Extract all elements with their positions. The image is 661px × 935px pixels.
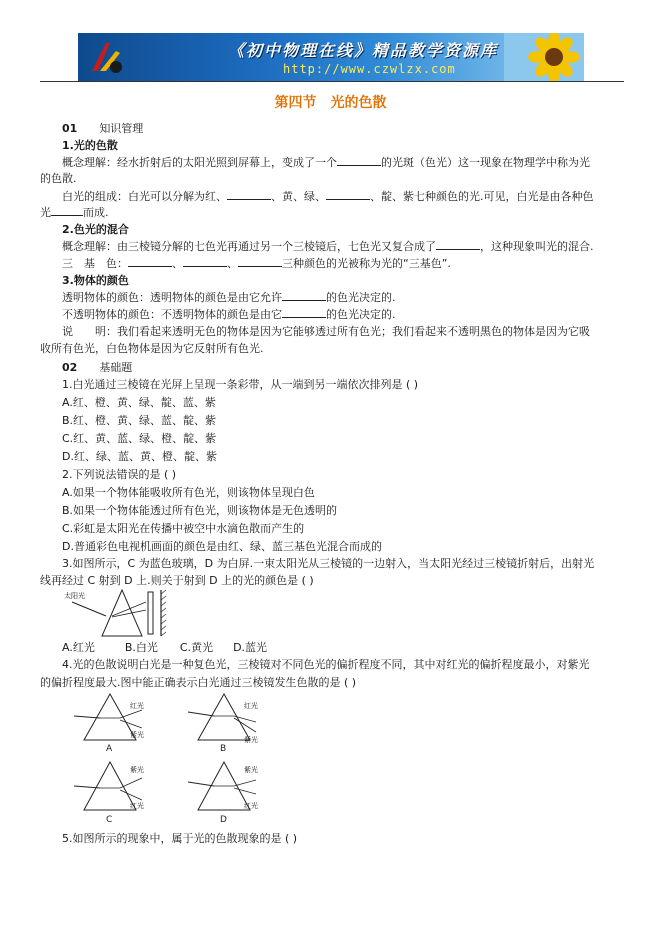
q4-label-b: B [220,744,227,754]
q2-option-a[interactable]: A.如果一个物体能吸收所有色光，则该物体呈现白色 [62,486,315,499]
k2-line2: 三 基 色： 、 、 三种颜色的光被称为光的“三基色”. [62,257,451,270]
k1-title: 1.光的色散 [62,139,118,152]
q3-stem-line2: 线再经过 C 射到 D 上.则关于射到 D 上的光的颜色是 ( ) [40,574,314,587]
q3-option-c[interactable]: C.黄光 [179,641,214,654]
svg-text:红光: 红光 [244,802,258,810]
q4-diagram-a[interactable] [72,692,162,754]
q4-label-a: A [106,744,113,754]
q3-prism-figure [62,588,172,638]
k3-line4: 收所有色光，白色物体是因为它反射所有色光. [40,342,264,355]
q3-option-d[interactable]: D.蓝光 [233,641,268,654]
k3-line2: 不透明物体的颜色：不透明物体的颜色是由它 的色光决定的. [62,308,396,321]
k2-title: 2.色光的混合 [62,223,129,236]
page-title: 第四节 光的色散 [274,95,387,111]
fill-blank[interactable] [337,155,381,166]
k1-line3: 白光的组成：白光可以分解为红、 、黄、绿、 、靛、紫七种颜色的光.可见，白光是由各种色 [62,190,594,203]
q2-option-d[interactable]: D.普通彩色电视机画面的颜色是由红、绿、蓝三基色光混合而成的 [62,540,382,553]
q1-option-b[interactable]: B.红、橙、黄、绿、蓝、靛、紫 [62,414,217,427]
svg-text:红光: 红光 [244,702,258,710]
q1-option-c[interactable]: C.红、黄、蓝、绿、橙、靛、紫 [62,432,217,445]
q3-options [62,640,267,655]
q5-stem: 5.如图所示的现象中，属于光的色散现象的是 ( ) [62,832,298,845]
k1-line2: 的色散. [40,172,77,185]
q2-stem: 2.下列说法错误的是 ( ) [62,468,177,481]
sunflower-icon [504,33,584,81]
fill-blank[interactable] [128,256,172,267]
fill-blank[interactable] [183,256,227,267]
q1-option-a[interactable]: A.红、橙、黄、绿、靛、蓝、紫 [62,396,216,409]
q3-option-b[interactable]: B.白光 [124,641,158,654]
q4-diagram-c[interactable] [72,758,162,826]
q4-label-d: D [220,815,227,825]
q3-stem-line1: 3.如图所示，C 为蓝色玻璃，D 为白屏.一束太阳光从三棱镜的一边射入，当太阳光经过三棱镜折射后，出射光 [62,557,595,570]
k1-line4: 光 而成. [40,206,109,219]
q3-sunlight-label: 太阳光 [64,592,85,600]
fill-blank[interactable] [238,256,282,267]
banner-url[interactable]: http://www.czwlzx.com [283,62,456,76]
banner-title: 《初中物理在线》精品教学资源库 [228,41,499,60]
q1-stem: 1.白光通过三棱镜在光屏上呈现一条彩带，从一端到另一端依次排列是 ( ) [62,378,419,391]
section-02-heading: 02 基础题 [62,361,133,374]
q4-stem-line2: 的偏折程度最大.图中能正确表示白光通过三棱镜发生色散的是 ( ) [40,676,357,689]
q4-label-c: C [106,815,113,825]
fill-blank[interactable] [326,189,370,200]
fill-blank[interactable] [227,189,271,200]
q2-option-c[interactable]: C.彩虹是太阳光在传播中被空中水滴色散而产生的 [62,522,305,535]
k3-line3: 说 明：我们看起来透明无色的物体是因为它能够透过所有色光；我们看起来不透明黑色的物体是因为它吸 [62,325,590,338]
k3-title: 3.物体的颜色 [62,274,129,287]
q4-diagram-d[interactable] [186,758,276,826]
fill-blank[interactable] [436,239,480,250]
q4-diagram-b[interactable] [186,692,276,754]
section-01-heading: 01 知识管理 [62,122,144,135]
q2-option-b[interactable]: B.如果一个物体能透过所有色光，则该物体是无色透明的 [62,504,338,517]
k3-line1: 透明物体的颜色：透明物体的颜色是由它允许 的色光决定的. [62,291,396,304]
svg-text:紫光: 紫光 [244,736,258,744]
header-rule [40,81,624,82]
svg-text:紫光: 紫光 [244,766,258,774]
q4-stem-line1: 4.光的色散说明白光是一种复色光，三棱镜对不同色光的偏折程度不同，其中对红光的偏折程度最小，对紫光 [62,658,590,671]
fill-blank[interactable] [51,205,83,216]
svg-text:紫光: 紫光 [130,766,144,774]
k1-line1: 概念理解：经水折射后的太阳光照到屏幕上，变成了一个 的光斑（色光）这一现象在物理学中称为光 [62,156,590,169]
q1-option-d[interactable]: D.红、绿、蓝、黄、橙、靛、紫 [62,450,217,463]
svg-text:紫光: 紫光 [130,731,144,739]
q3-option-a[interactable]: A.红光 [62,641,95,654]
fill-blank[interactable] [282,307,326,318]
svg-text:红光: 红光 [130,802,144,810]
header-banner [78,33,584,81]
fill-blank[interactable] [282,290,326,301]
k2-line1: 概念理解：由三棱镜分解的七色光再通过另一个三棱镜后，七色光又复合成了 ，这种现象叫光的混合. [62,240,594,253]
logo-icon [86,37,128,77]
svg-text:红光: 红光 [130,702,144,710]
